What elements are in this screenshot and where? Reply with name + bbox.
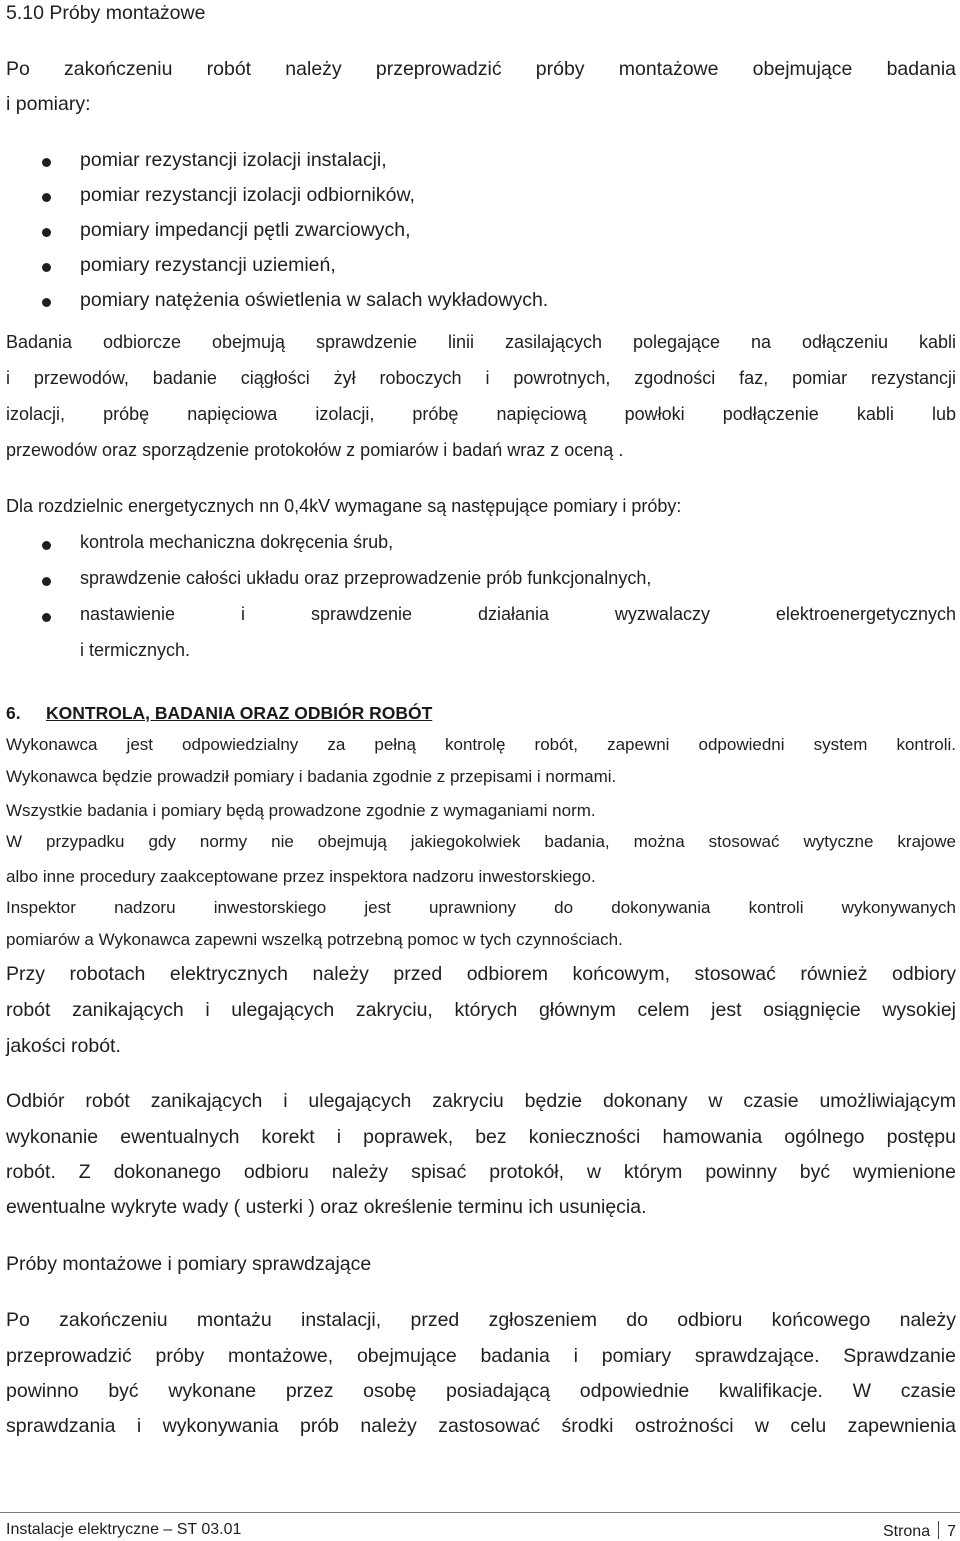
- paragraph-line: i przewodów, badanie ciągłości żył roboczych i powrotnych, zgodności faz, pomiar rezystancji: [6, 368, 956, 388]
- bullet-icon: [42, 193, 51, 202]
- bullet-icon: [42, 541, 51, 550]
- intro-line: Po zakończeniu robót należy przeprowadzić próby montażowe obejmujące badania: [6, 58, 956, 80]
- bullet-icon: [42, 613, 51, 622]
- paragraph-line: sprawdzania i wykonywania prób należy zastosować środki ostrożności w celu zapewnienia: [6, 1415, 956, 1437]
- list-item-continuation: i termicznych.: [80, 640, 191, 660]
- paragraph-line: przeprowadzić próby montażowe, obejmujące badania i pomiary sprawdzające. Sprawdzanie: [6, 1345, 956, 1367]
- list-item: sprawdzenie całości układu oraz przeprowadzenie prób funkcjonalnych,: [80, 568, 652, 588]
- list-item: pomiary natężenia oświetlenia w salach wykładowych.: [80, 289, 549, 311]
- paragraph-line: Dla rozdzielnic energetycznych nn 0,4kV wymagane są następujące pomiary i próby:: [6, 496, 682, 516]
- paragraph-line: Inspektor nadzoru inwestorskiego jest uprawniony do dokonywania kontroli wykonywanych: [6, 898, 956, 917]
- paragraph-line: powinno być wykonane przez osobę posiadającą odpowiednie kwalifikacje. W czasie: [6, 1380, 956, 1402]
- bullet-icon: [42, 228, 51, 237]
- list-item: nastawienie i sprawdzenie działania wyzwalaczy elektroenergetycznych: [80, 604, 956, 624]
- chapter-number: 6.: [6, 703, 21, 723]
- paragraph-line: Wykonawca jest odpowiedzialny za pełną kontrolę robót, zapewni odpowiedni system kontroli.: [6, 735, 956, 754]
- subheading: Próby montażowe i pomiary sprawdzające: [6, 1253, 372, 1275]
- paragraph-line: albo inne procedury zaakceptowane przez inspektora nadzoru inwestorskiego.: [6, 867, 596, 886]
- paragraph-line: Przy robotach elektrycznych należy przed odbiorem końcowym, stosować również odbiory: [6, 963, 956, 985]
- paragraph-line: ewentualne wykryte wady ( usterki ) oraz określenie terminu ich usunięcia.: [6, 1196, 647, 1218]
- section-heading: 5.10 Próby montażowe: [6, 2, 206, 24]
- intro-line: i pomiary:: [6, 93, 91, 115]
- bullet-icon: [42, 298, 51, 307]
- list-item: kontrola mechaniczna dokręcenia śrub,: [80, 532, 394, 552]
- page-number: 7: [947, 1523, 956, 1540]
- list-item: pomiary rezystancji uziemień,: [80, 254, 336, 276]
- paragraph-line: Po zakończeniu montażu instalacji, przed zgłoszeniem do odbioru końcowego należy: [6, 1309, 956, 1331]
- paragraph-line: jakości robót.: [6, 1035, 121, 1057]
- paragraph-line: pomiarów a Wykonawca zapewni wszelką potrzebną pomoc w tych czynnościach.: [6, 930, 623, 949]
- paragraph-line: Wykonawca będzie prowadził pomiary i badania zgodnie z przepisami i normami.: [6, 767, 617, 786]
- bullet-icon: [42, 263, 51, 272]
- paragraph-line: robót. Z dokonanego odbioru należy spisać protokół, w którym powinny być wymienione: [6, 1161, 956, 1183]
- paragraph-line: W przypadku gdy normy nie obejmują jakiegokolwiek badania, można stosować wytyczne krajowe: [6, 832, 956, 851]
- paragraph-line: Odbiór robót zanikających i ulegających zakryciu będzie dokonany w czasie umożliwiającym: [6, 1090, 956, 1112]
- list-item: pomiary impedancji pętli zwarciowych,: [80, 219, 411, 241]
- bullet-icon: [42, 158, 51, 167]
- list-item: pomiar rezystancji izolacji instalacji,: [80, 149, 387, 171]
- chapter-heading: [6, 703, 432, 724]
- paragraph-line: Wszystkie badania i pomiary będą prowadzone zgodnie z wymaganiami norm.: [6, 801, 596, 820]
- bullet-icon: [42, 577, 51, 586]
- paragraph-line: robót zanikających i ulegających zakryciu, których głównym celem jest osiągnięcie wysokiej: [6, 999, 956, 1021]
- paragraph-line: Badania odbiorcze obejmują sprawdzenie linii zasilających polegające na odłączeniu kabli: [6, 332, 956, 352]
- footer-separator: [938, 1521, 939, 1539]
- footer-rule: [0, 1512, 960, 1513]
- footer-left: Instalacje elektryczne – ST 03.01: [6, 1521, 242, 1538]
- paragraph-line: przewodów oraz sporządzenie protokołów z pomiarów i badań wraz z oceną .: [6, 440, 624, 460]
- paragraph-line: izolacji, próbę napięciowa izolacji, próbę napięciową powłoki podłączenie kabli lub: [6, 404, 956, 424]
- paragraph-line: wykonanie ewentualnych korekt i poprawek, bez konieczności hamowania ogólnego postępu: [6, 1126, 956, 1148]
- footer-page: [883, 1521, 956, 1541]
- page-label: Strona: [882, 1523, 931, 1540]
- list-item: pomiar rezystancji izolacji odbiorników,: [80, 184, 415, 206]
- chapter-title: KONTROLA, BADANIA ORAZ ODBIÓR ROBÓT: [46, 703, 433, 723]
